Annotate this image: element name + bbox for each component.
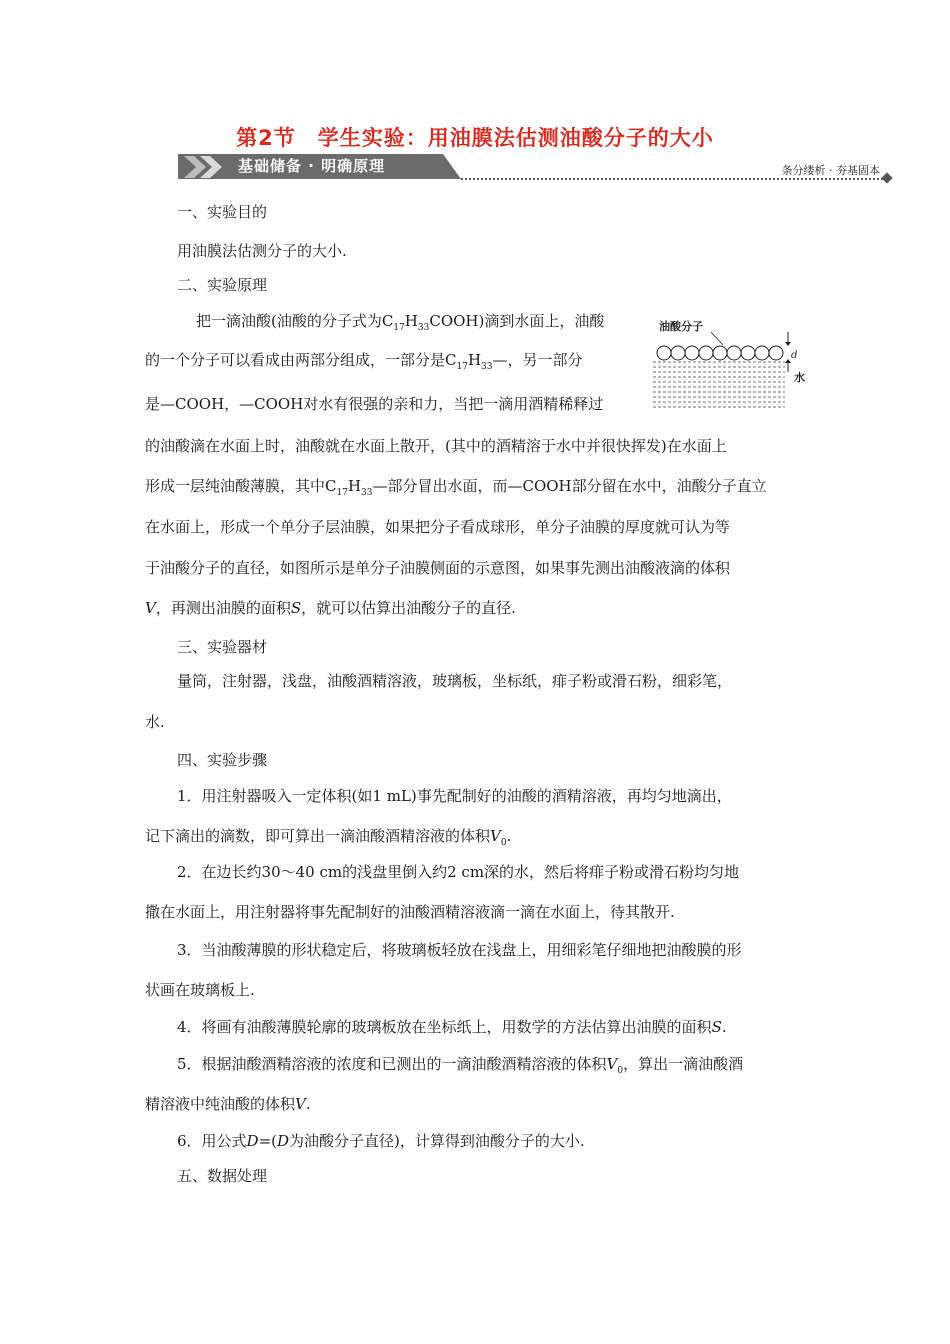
figure-label-d: d: [791, 350, 798, 361]
figure-label-molecule: 油酸分子: [659, 320, 703, 333]
monolayer-diagram: [651, 316, 811, 416]
banner-dotted-line: [461, 178, 887, 180]
principle-line-1: 把一滴油酸(油酸的分子式为$C_{17}H_{33}COOH$)滴到水面上，油酸: [196, 312, 605, 333]
equipment-line-1: 量筒，注射器，浅盘，油酸酒精溶液，玻璃板，坐标纸，痱子粉或滑石粉，细彩笔，: [177, 672, 733, 690]
step-2-line-1: 2．在边长约30～40 cm的浅盘里倒入约2 cm深的水，然后将痱子粉或滑石粉均匀地: [177, 863, 740, 881]
principle-line-8: V，再测出油膜的面积S，就可以估算出油酸分子的直径.: [145, 599, 516, 617]
step-1-line-2: 记下滴出的滴数，即可算出一滴油酸酒精溶液的体积$V_0$.: [145, 827, 512, 848]
step-3-line-1: 3．当油酸薄膜的形状稳定后，将玻璃板轻放在浅盘上，用细彩笔仔细地把油酸膜的形: [177, 941, 742, 959]
banner-subtitle: 条分缕析 · 夯基固本: [781, 164, 880, 177]
step-6: 6．用公式D=(D为油酸分子直径)，计算得到油酸分子的大小.: [177, 1132, 585, 1150]
figure-label-water: 水: [794, 371, 805, 384]
principle-line-5: 形成一层纯油酸薄膜，其中$C_{17}H_{33}—$部分冒出水面，而—COOH部分留在水中，油酸分子直立: [145, 477, 767, 498]
step-5-line-2: 精溶液中纯油酸的体积V.: [145, 1095, 311, 1113]
equipment-line-2: 水.: [145, 713, 165, 731]
principle-line-7: 于油酸分子的直径，如图所示是单分子油膜侧面的示意图，如果事先测出油酸液滴的体积: [145, 559, 731, 577]
heading-equipment: 三、实验器材: [177, 638, 268, 656]
step-3-line-2: 状画在玻璃板上.: [145, 981, 255, 999]
principle-line-3: 是—COOH，—COOH对水有很强的亲和力，当把一滴用酒精稀释过: [145, 395, 604, 413]
heading-data-processing: 五、数据处理: [177, 1167, 268, 1185]
principle-line-2: 的一个分子可以看成由两部分组成，一部分是$C_{17}H_{33}—$，另一部分: [145, 351, 583, 372]
heading-principle: 二、实验原理: [177, 276, 268, 294]
banner-title: 基础储备 · 明确原理: [238, 157, 386, 175]
heading-steps: 四、实验步骤: [177, 751, 268, 769]
diamond-icon: [881, 172, 892, 183]
page-title: 第2节 学生实验：用油膜法估测油酸分子的大小: [236, 126, 714, 150]
purpose-text: 用油膜法估测分子的大小.: [177, 242, 347, 260]
heading-purpose: 一、实验目的: [177, 203, 268, 221]
principle-line-4: 的油酸滴在水面上时，油酸就在水面上散开，(其中的酒精溶于水中并很快挥发)在水面上: [145, 437, 727, 455]
principle-line-6: 在水面上，形成一个单分子层油膜，如果把分子看成球形，单分子油膜的厚度就可认为等: [145, 518, 731, 536]
step-2-line-2: 撒在水面上，用注射器将事先配制好的油酸酒精溶液滴一滴在水面上，待其散开.: [145, 903, 675, 921]
step-4: 4．将画有油酸薄膜轮廓的玻璃板放在坐标纸上，用数学的方法估算出油膜的面积S.: [177, 1018, 727, 1036]
step-5-line-1: 5．根据油酸酒精溶液的浓度和已测出的一滴油酸酒精溶液的体积$V_0$，算出一滴油酸酒: [177, 1055, 744, 1076]
step-1-line-1: 1．用注射器吸入一定体积(如1 mL)事先配制好的油酸的酒精溶液，再均匀地滴出，: [177, 787, 732, 805]
